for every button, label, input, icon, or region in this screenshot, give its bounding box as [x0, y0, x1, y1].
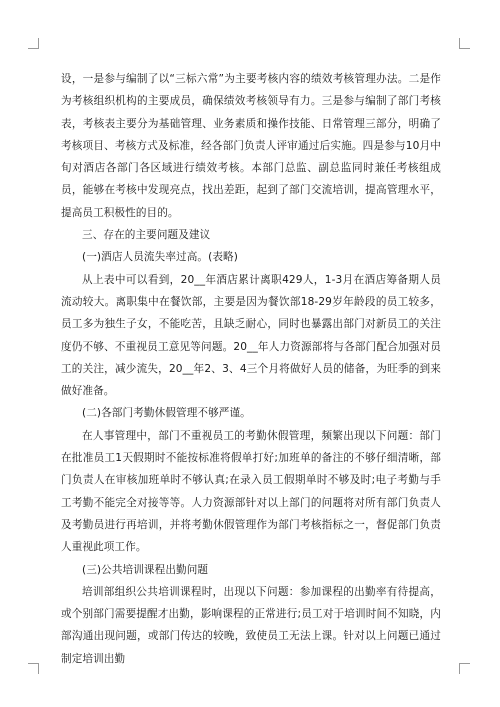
paragraph: 培训部组织公共培训课程时，出现以下问题：参加课程的出勤率有待提高，或个别部门需要提醒才出勤，影响课程的正常进行;员工对于培训时间不知晓，内部沟通出现问题，或部门传达的较晚，致使员工无法上课。针对以上问题已通过制定培训出勤: [61, 585, 441, 665]
section-heading: 三、存在的主要问题及建议: [82, 229, 211, 242]
subsection-heading: (三)公共培训课程出勤问题: [82, 563, 209, 576]
crop-mark-bottom-left: [28, 663, 39, 674]
document-body: [61, 68, 441, 670]
paragraph-continuation: 设，一是参与编制了以“三标六常”为主要考核内容的绩效考核管理办法。二是作为考核组织机构的主要成员，确保绩效考核领导有力。三是参与编制了部门考核表，考核表主要分为基础管理、业务素质和操作技能、日常管理三部分，明确了考核项目、考核方式及标准，经各部门负责人评审通过后实施。四是参与10月中旬对酒店各部门各区域进行绩效考核。本部门总监、副总监同时兼任考核组成员，能够在考核中发现亮点，找出差距，起到了部门交流培训，提高管理水平，提高员工积极性的目的。: [61, 73, 441, 219]
subsection-heading: (二)各部门考勤休假管理不够严谨。: [82, 407, 251, 420]
crop-mark-top-right: [459, 38, 470, 49]
crop-mark-bottom-right: [459, 663, 470, 674]
paragraph: 在人事管理中，部门不重视员工的考勤休假管理，频繁出现以下问题：部门在批准员工1天假期时不能按标准将假单打好;加班单的备注的不够仔细清晰，部门负责人在审核加班单时不够认真;在录入员工假期单时不够及时;电子考勤与手工考勤不能完全对接等等。人力资源部针对以上部门的问题将对所有部门负责人及考勤员进行再培训，并将考勤休假管理作为部门考核指标之一，督促部门负责人重视此项工作。: [61, 429, 441, 554]
paragraph: 从上表中可以看到，20__年酒店累计离职429人，1-3月在酒店筹备期人员流动较大。离职集中在餐饮部，主要是因为餐饮部18-29岁年龄段的员工较多，员工多为独生子女，不能吃苦，且缺乏耐心，同时也暴露出部门对新员工的关注度仍不够、不重视员工意见等问题。20__年人力资源部将与各部门配合加强对员工的关注，减少流失，20__年2、3、4三个月将做好人员的储备，为旺季的到来做好准备。: [61, 273, 441, 398]
subsection-heading: (一)酒店人员流失率过高。(表略): [82, 251, 238, 264]
crop-mark-top-left: [28, 38, 39, 49]
